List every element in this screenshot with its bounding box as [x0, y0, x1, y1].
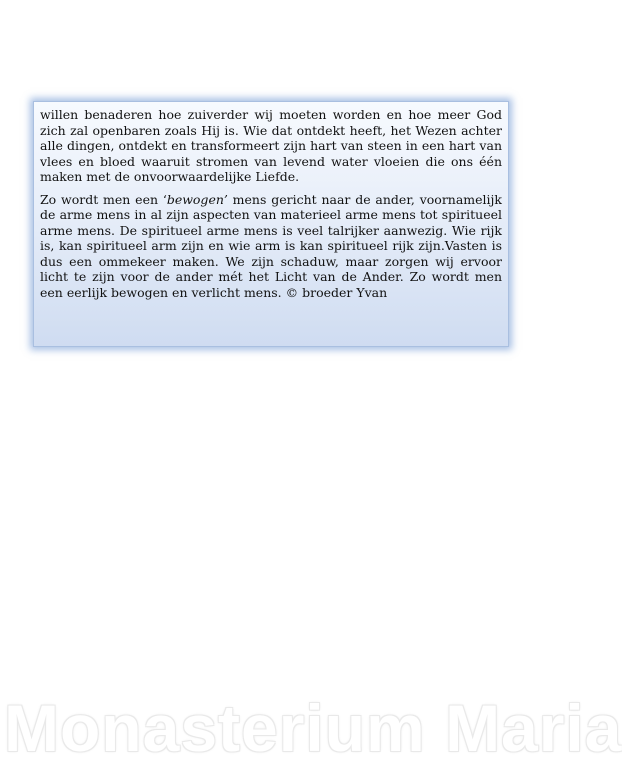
paragraph-1: willen benaderen hoe zuiverder wij moeten worden en hoe meer God zich zal openbaren zoals Hij is. Wie dat ontdekt heeft, het Wezen achter alle dingen, ontdekt en transformeert zijn hart van steen in een hart van vlees en bloed waaruit stromen van levend water vloeien die ons één maken met de onvoorwaardelijke Liefde. — [40, 107, 502, 184]
paragraph-2-emphasis: bewogen’ — [166, 191, 228, 207]
paragraph-2-rest: mens gericht naar de ander, voornamelijk de arme mens in al zijn aspecten van materieel arme mens tot spiritueel arme mens. De spiritueel arme mens is veel talrijker aanwezig. Wie rijk is, kan spiritueel arm zijn en wie arm is kan spiritueel rijk zijn.Vasten is dus een ommekeer maken. We zijn schaduw, maar zorgen wij ervoor licht te zijn voor de ander mét het Licht van de Ander. Zo wordt men een eerlijk bewogen en verlicht mens. © broeder Yvan — [40, 191, 502, 300]
text-box — [33, 101, 509, 347]
watermark: Monasterium Maria — [4, 691, 622, 765]
paragraph-2 — [40, 192, 502, 301]
paragraph-2-start: Zo wordt men een ‘ — [40, 191, 167, 207]
